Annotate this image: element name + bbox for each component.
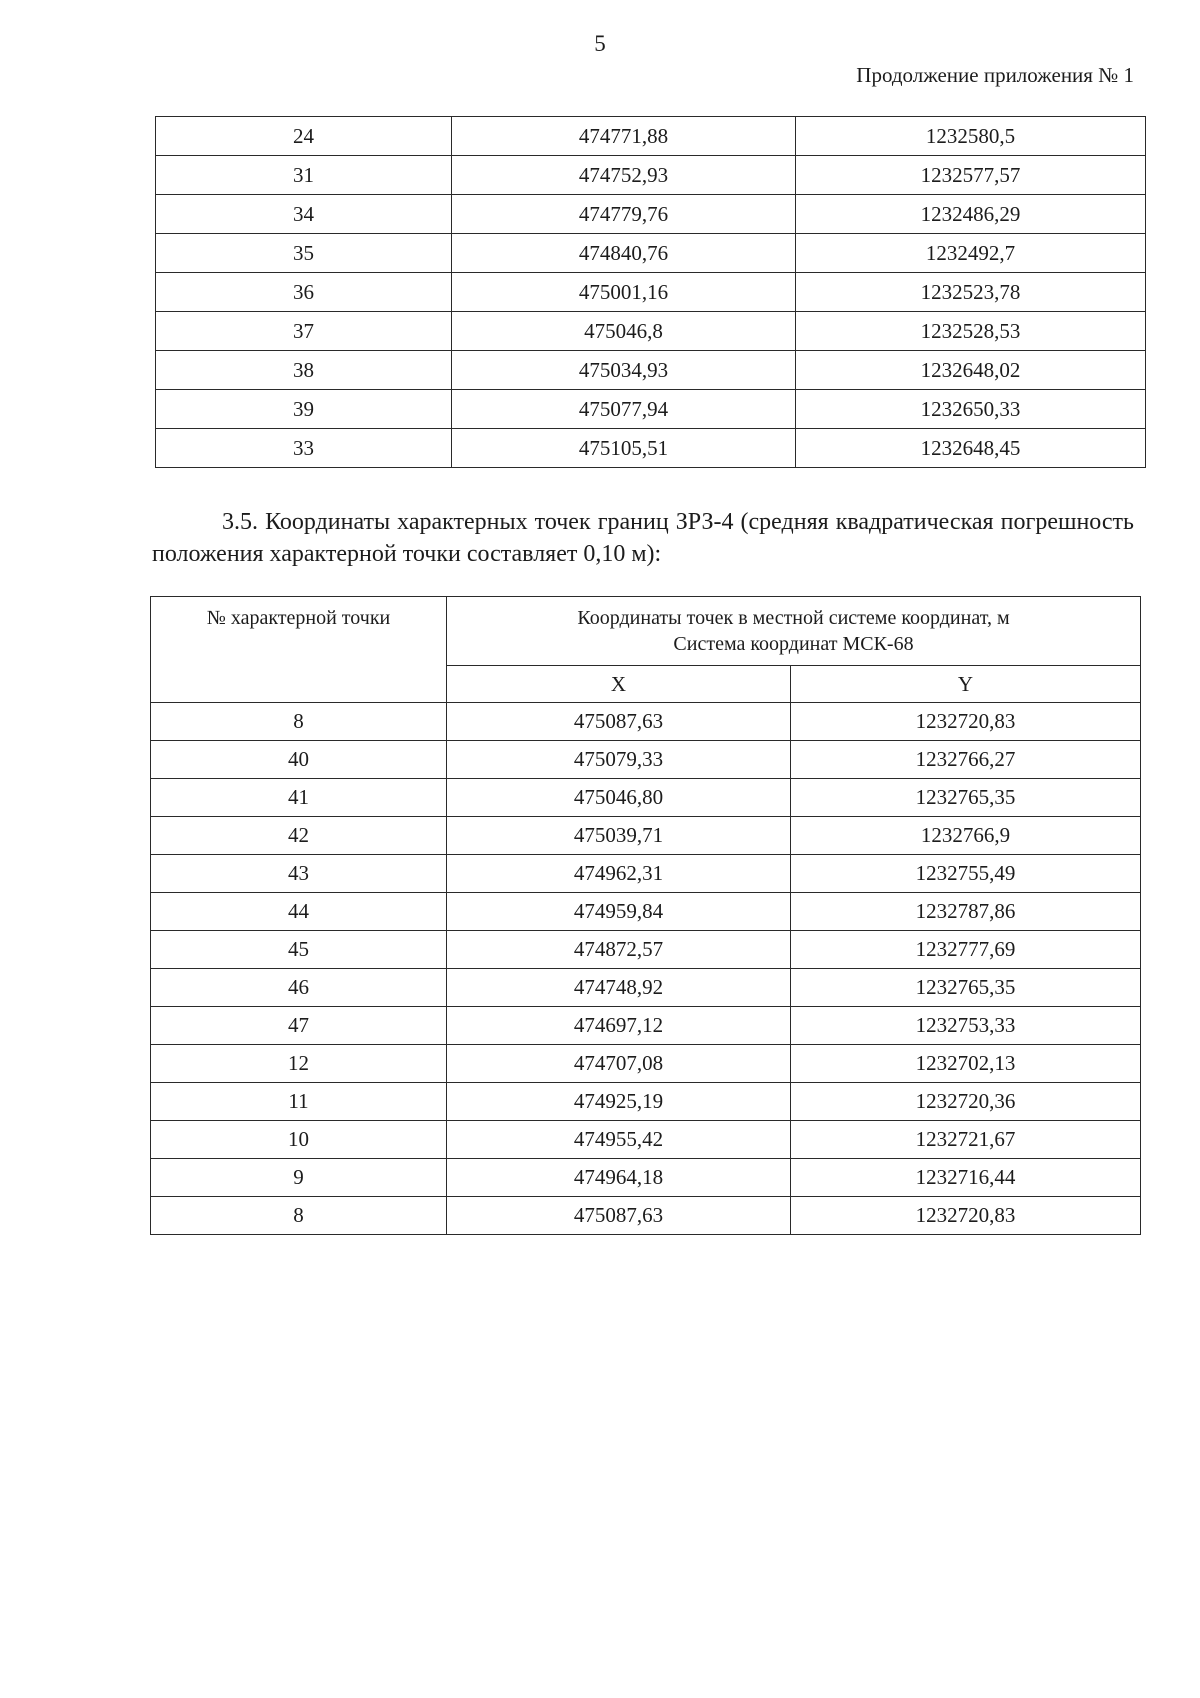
table-row [156, 312, 1146, 351]
point-number-cell: 46 [151, 969, 447, 1007]
x-coordinate-cell: 474955,42 [447, 1121, 791, 1159]
point-number-cell: 41 [151, 779, 447, 817]
table-row [151, 1121, 1141, 1159]
x-coordinate-cell: 474779,76 [452, 195, 796, 234]
y-coordinate-cell: 1232648,02 [796, 351, 1146, 390]
x-coordinate-cell: 474707,08 [447, 1045, 791, 1083]
point-number-cell: 44 [151, 893, 447, 931]
x-coordinate-cell: 474962,31 [447, 855, 791, 893]
x-coordinate-cell: 475079,33 [447, 741, 791, 779]
x-coordinate-cell: 474752,93 [452, 156, 796, 195]
x-coordinate-cell: 474840,76 [452, 234, 796, 273]
table-row [151, 1007, 1141, 1045]
y-coordinate-cell: 1232486,29 [796, 195, 1146, 234]
appendix-continuation-label: Продолжение приложения № 1 [856, 63, 1134, 87]
section-3-5-text: 3.5. Координаты характерных точек границ ЗРЗ-4 (средняя квадратическая погрешность положения характерной точки составляет 0,10 м): [152, 509, 1134, 567]
table-row [151, 1083, 1141, 1121]
y-coordinate-cell: 1232766,9 [791, 817, 1141, 855]
y-coordinate-cell: 1232720,83 [791, 703, 1141, 741]
y-coordinate-cell: 1232720,36 [791, 1083, 1141, 1121]
x-coordinate-cell: 475105,51 [452, 429, 796, 468]
point-number-cell: 35 [156, 234, 452, 273]
zrz4-coordinates-table-body [151, 703, 1141, 1235]
point-number-cell: 37 [156, 312, 452, 351]
table-row [156, 117, 1146, 156]
point-number-cell: 12 [151, 1045, 447, 1083]
y-coordinate-cell: 1232523,78 [796, 273, 1146, 312]
table-row [151, 931, 1141, 969]
table-row [151, 1159, 1141, 1197]
x-coordinate-cell: 475087,63 [447, 1197, 791, 1235]
y-coordinate-cell: 1232702,13 [791, 1045, 1141, 1083]
table-row [151, 893, 1141, 931]
x-coordinate-cell: 474697,12 [447, 1007, 791, 1045]
table-row [156, 390, 1146, 429]
point-number-cell: 39 [156, 390, 452, 429]
point-number-cell: 47 [151, 1007, 447, 1045]
point-number-cell: 38 [156, 351, 452, 390]
coordinates-table-continued [155, 116, 1146, 468]
y-coordinate-cell: 1232766,27 [791, 741, 1141, 779]
y-coordinate-cell: 1232580,5 [796, 117, 1146, 156]
header-coordinates [447, 597, 1141, 666]
x-coordinate-cell: 475046,8 [452, 312, 796, 351]
point-number-cell: 8 [151, 1197, 447, 1235]
coordinates-table-continued-body [156, 117, 1146, 468]
y-coordinate-cell: 1232528,53 [796, 312, 1146, 351]
table-row [151, 817, 1141, 855]
y-coordinate-cell: 1232721,67 [791, 1121, 1141, 1159]
x-coordinate-cell: 474748,92 [447, 969, 791, 1007]
table-row [156, 156, 1146, 195]
x-coordinate-cell: 475087,63 [447, 703, 791, 741]
table-row [156, 429, 1146, 468]
y-coordinate-cell: 1232720,83 [791, 1197, 1141, 1235]
table-header-row [151, 597, 1141, 666]
point-number-cell: 36 [156, 273, 452, 312]
table-row [156, 195, 1146, 234]
page-number: 5 [594, 31, 606, 56]
x-coordinate-cell: 474872,57 [447, 931, 791, 969]
point-number-cell: 40 [151, 741, 447, 779]
point-number-cell: 33 [156, 429, 452, 468]
x-coordinate-cell: 475001,16 [452, 273, 796, 312]
zrz4-coordinates-table [150, 596, 1141, 1235]
table-row [156, 351, 1146, 390]
table-row [151, 1045, 1141, 1083]
point-number-cell: 45 [151, 931, 447, 969]
table-row [151, 703, 1141, 741]
table-row [151, 855, 1141, 893]
y-coordinate-cell: 1232755,49 [791, 855, 1141, 893]
y-coordinate-cell: 1232753,33 [791, 1007, 1141, 1045]
point-number-cell: 31 [156, 156, 452, 195]
y-coordinate-cell: 1232765,35 [791, 969, 1141, 1007]
point-number-cell: 42 [151, 817, 447, 855]
point-number-cell: 24 [156, 117, 452, 156]
point-number-cell: 11 [151, 1083, 447, 1121]
y-coordinate-cell: 1232777,69 [791, 931, 1141, 969]
y-coordinate-cell: 1232492,7 [796, 234, 1146, 273]
header-coordinates-line1: Координаты точек в местной системе координат, м [577, 607, 1010, 629]
x-coordinate-cell: 475046,80 [447, 779, 791, 817]
y-coordinate-cell: 1232650,33 [796, 390, 1146, 429]
table-row [151, 1197, 1141, 1235]
y-coordinate-cell: 1232716,44 [791, 1159, 1141, 1197]
x-coordinate-cell: 475034,93 [452, 351, 796, 390]
header-x: X [447, 666, 791, 703]
x-coordinate-cell: 474925,19 [447, 1083, 791, 1121]
table-row [156, 273, 1146, 312]
point-number-cell: 10 [151, 1121, 447, 1159]
x-coordinate-cell: 474771,88 [452, 117, 796, 156]
table-row [151, 779, 1141, 817]
table-row [156, 234, 1146, 273]
header-point-number: № характерной точки [151, 597, 447, 703]
y-coordinate-cell: 1232648,45 [796, 429, 1146, 468]
header-coordinates-line2: Система координат МСК-68 [673, 633, 914, 655]
x-coordinate-cell: 475077,94 [452, 390, 796, 429]
y-coordinate-cell: 1232765,35 [791, 779, 1141, 817]
point-number-cell: 8 [151, 703, 447, 741]
y-coordinate-cell: 1232577,57 [796, 156, 1146, 195]
header-y: Y [791, 666, 1141, 703]
point-number-cell: 34 [156, 195, 452, 234]
y-coordinate-cell: 1232787,86 [791, 893, 1141, 931]
table-row [151, 741, 1141, 779]
point-number-cell: 9 [151, 1159, 447, 1197]
x-coordinate-cell: 474959,84 [447, 893, 791, 931]
point-number-cell: 43 [151, 855, 447, 893]
x-coordinate-cell: 474964,18 [447, 1159, 791, 1197]
table-row [151, 969, 1141, 1007]
x-coordinate-cell: 475039,71 [447, 817, 791, 855]
